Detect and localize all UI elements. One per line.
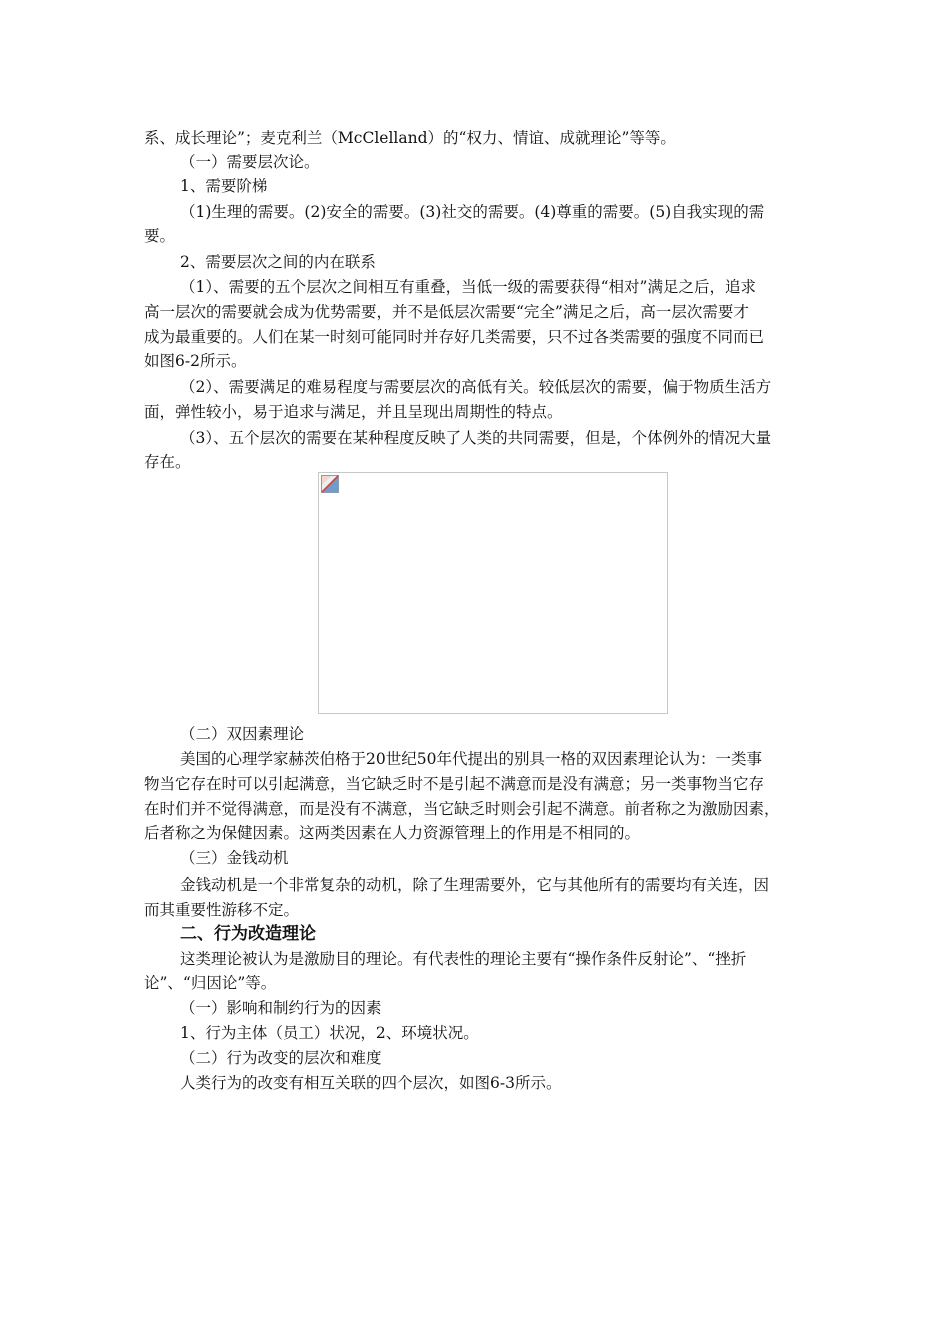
- paragraph-line: （1）、需要的五个层次之间相互有重叠，当低一级的需要获得“相对”满足之后，追求: [180, 278, 756, 296]
- paragraph-line: 成为最重要的。人们在某一时刻可能同时并存好几类需要，只不过各类需要的强度不同而已: [144, 328, 765, 346]
- subheading: （二）双因素理论: [180, 725, 305, 743]
- paragraph-line: 如图6-2所示。: [144, 352, 247, 370]
- paragraph-line: 1、行为主体（员工）状况，2、环境状况。: [180, 1024, 479, 1042]
- subheading: 2、需要层次之间的内在联系: [180, 253, 376, 271]
- subheading: （二）行为改变的层次和难度: [180, 1049, 382, 1067]
- paragraph-line: （2）、需要满足的难易程度与需要层次的高低有关。较低层次的需要，偏于物质生活方: [180, 378, 772, 396]
- paragraph-line: 在时们并不觉得满意，而是没有不满意，当它缺乏时则会引起不满意。前者称之为激励因素，: [144, 800, 780, 818]
- paragraph-line: 物当它存在时可以引起满意，当它缺乏时不是引起不满意而是没有满意；另一类事物当它存: [144, 775, 765, 793]
- paragraph-line: 高一层次的需要就会成为优势需要，并不是低层次需要“完全”满足之后，高一层次需要才: [144, 303, 749, 321]
- subheading: （一）影响和制约行为的因素: [180, 999, 382, 1017]
- paragraph-line: 而其重要性游移不定。: [144, 901, 300, 919]
- subheading: 1、需要阶梯: [180, 177, 268, 195]
- paragraph-line: 这类理论被认为是激励目的理论。有代表性的理论主要有“操作条件反射论”、“挫折: [180, 950, 747, 968]
- paragraph-line: 后者称之为保健因素。这两类因素在人力资源管理上的作用是不相同的。: [144, 824, 641, 842]
- paragraph-line: 面，弹性较小，易于追求与满足，并且呈现出周期性的特点。: [144, 403, 563, 421]
- paragraph-line: 金钱动机是一个非常复杂的动机，除了生理需要外，它与其他所有的需要均有关连，因: [180, 876, 770, 894]
- subheading: （三）金钱动机: [180, 849, 289, 867]
- subheading: （一）需要层次论。: [180, 153, 320, 171]
- paragraph-line: （3）、五个层次的需要在某种程度反映了人类的共同需要，但是，个体例外的情况大量: [180, 429, 772, 447]
- paragraph-line: 人类行为的改变有相互关联的四个层次，如图6-3所示。: [180, 1074, 562, 1092]
- paragraph-line: 系、成长理论”；麦克利兰（McClelland）的“权力、情谊、成就理论”等等。: [144, 129, 676, 147]
- paragraph-line: （1)生理的需要。(2)安全的需要。(3)社交的需要。(4)尊重的需要。(5)自我实现的需: [180, 203, 765, 221]
- paragraph-line: 要。: [144, 227, 176, 245]
- section-heading: 二、行为改造理论: [180, 924, 316, 944]
- broken-image-icon: [321, 475, 339, 493]
- paragraph-line: 论”、“归因论”等。: [144, 974, 277, 992]
- paragraph-line: 美国的心理学家赫茨伯格于20世纪50年代提出的别具一格的双因素理论认为：一类事: [180, 750, 762, 768]
- paragraph-line: 存在。: [144, 453, 191, 471]
- figure-placeholder: [318, 472, 668, 714]
